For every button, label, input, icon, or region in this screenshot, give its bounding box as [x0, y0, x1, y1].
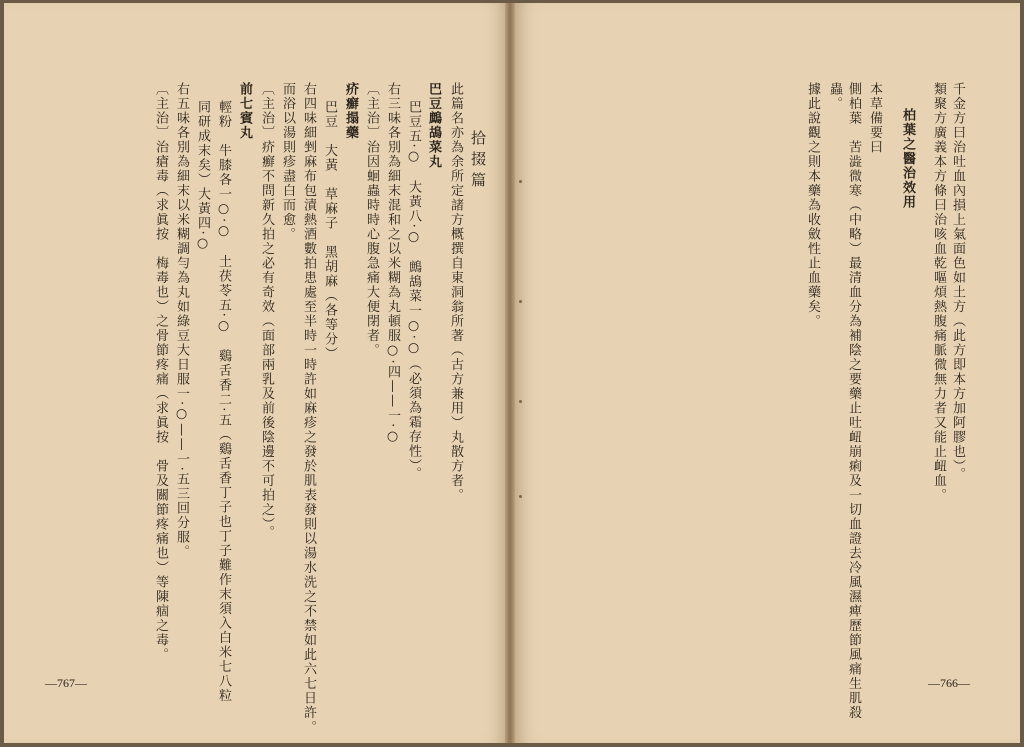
left-page-line: 巴豆鷓鴣菜丸 [426, 82, 441, 169]
right-page-line: 據此說觀之則本藥為收斂性止血藥矣。 [805, 82, 820, 329]
left-page-line: 右五味各別為細末以米糊調勻為丸如綠豆大日服一·○——一·五三回分服。 [174, 82, 189, 560]
left-page-line: 前七賓丸 [237, 82, 252, 140]
left-page-line: 巴豆 大黃 草麻子 黑胡麻（各等分） [322, 100, 337, 361]
left-page-line: 〔主治〕疥癬不問新久拍之必有奇效（面部兩乳及前後陰邊不可拍之）。 [259, 82, 274, 540]
left-page-line: 右三味各別為細末混和之以米糊為丸頓服○·四——一·○ [385, 82, 400, 446]
left-page-line: 同研成末矣）大黃四·○ [195, 100, 210, 253]
left-page-line: 此篇名亦為余所定諸方概撰自東洞翁所著（古方兼用）丸散方者。 [448, 82, 463, 503]
stitch-hole [519, 495, 522, 498]
left-page-line: 而浴以湯則疹盡白而愈。 [280, 82, 295, 242]
stitch-hole [519, 300, 522, 303]
right-page-line: 本草備要曰 [867, 82, 882, 155]
left-page-line: 疥癬搨藥 [343, 82, 358, 140]
left-page-number: —767— [45, 676, 87, 690]
right-page-line: 側柏葉 苦澁微寒（中略）最清血分為補陰之要藥止吐衄崩痢及一切血證去冷風濕痺歷節風痛生肌殺 [846, 82, 861, 720]
left-page-line: 巴豆五·○ 大黃八·○ 鷓鴣菜一○·○（必須為霜存性）。 [406, 100, 421, 481]
right-page-line: 蟲。 [827, 82, 842, 111]
left-page-line: 〔主治〕治瘡毒（求眞按 梅毒也）之骨節疼痛（求眞按 骨及關節疼痛也）等陳痼之毒。 [153, 82, 168, 662]
right-page-line: 類聚方廣義本方條曰治咳血乾嘔煩熱腹痛脈微無力者又能止衄血。 [931, 82, 946, 503]
right-page-number: —766— [928, 676, 970, 690]
stitch-hole [519, 180, 522, 183]
right-page-line: 千金方曰治吐血內損上氣面色如土方（此方即本方加阿膠也）。 [950, 82, 965, 482]
left-page-line: 輕粉 牛膝各一○·○ 土茯苓五·○ 鷄舌香二·五（鷄舌香丁子也丁子難作末須入白米七八粒 [216, 100, 231, 703]
right-page-line: 柏葉之醫治效用 [900, 108, 915, 210]
left-page-line: 〔主治〕治因蛔蟲時時心腹急痛大便閉者。 [364, 82, 379, 358]
stitch-hole [519, 400, 522, 403]
left-page-line: 右四味細剉麻布包漬熱酒數拍患處至半時一時許如麻疹之發於肌表發則以湯水洗之不禁如此六七日許。 [301, 82, 316, 735]
left-page-line: 拾掇篇 [469, 130, 487, 193]
book-spine [505, 3, 515, 743]
